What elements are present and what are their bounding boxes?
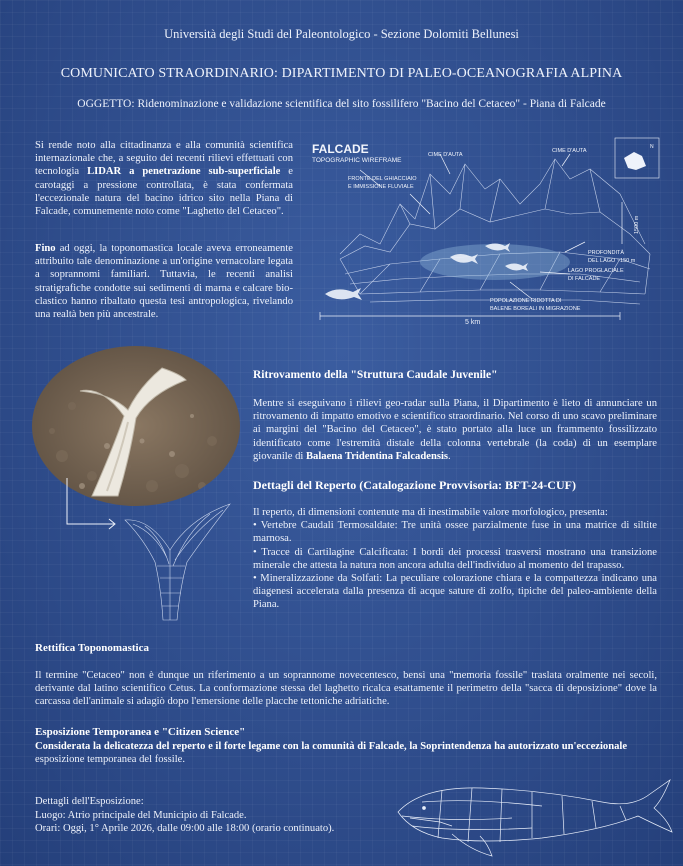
map-subtitle: TOPOGRAPHIC WIREFRAME [312,157,402,164]
map-height: 1500 m [634,215,640,234]
label-depth-2: DEL LAGO ~150 m [588,258,636,264]
list-item: • Mineralizzazione da Solfati: La peculiare colorazione chiara e la compattezza indicano una diagenesi accelerata dalla presenza di acque sature di zolfo, tipiche del paleo-ambiente della Piana. [253,573,657,611]
label-population-1: POPOLAZIONE RIDOTTA DI [490,298,562,304]
esposizione-paragraph [35,740,657,766]
rettifica-paragraph: Il termine "Cetaceo" non è dunque un riferimento a un soprannome novecentesco, bensì una "memoria fossile" traslata oralmente nei secoli, derivante dal latino scientifico Cetus. La conformazione stessa del laghetto ricalca esattamente il perimetro della "sacca di deposizione" dove la carcassa dell'animale si adagiò dopo l'emersione delle placche tettoniche adriatiche. [35,670,657,708]
rettifica-title: Rettifica Toponomastica [35,642,149,654]
details-heading: Dettagli dell'Esposizione: [35,796,144,807]
label-glacier-1: FRONTE DEL GHIACCIAIO [348,176,417,182]
label-glacier-2: E IMMISSIONE FLUVIALE [348,184,414,190]
label-peak-left: CIME D'AUTA [428,152,463,158]
dettagli-title: Dettagli del Reperto (Catalogazione Provvisoria: BFT-24-CUF) [253,478,576,492]
list-item: • Tracce di Cartilagine Calcificata: I bordi dei processi trasversi mostrano una transizione minerale che attesta la natura non ancora adulta dell'individuo al momento del trapasso. [253,546,657,571]
dettagli-block [253,506,657,612]
locator-map-icon [624,152,646,170]
whale-wireframe [392,772,674,862]
label-depth-1: PROFONDITÀ [588,250,625,256]
intro-text: ad oggi, la toponomastica locale aveva erroneamente attribuito tale denominazione a un'origine vernacolare legata a soprannomi familiari. Tuttavia, le recenti analisi stratigrafiche condotte sui sedimenti di marna e calcare bio-clastico hanno ribaltato questa tesi antropologica, rivelando una realtà ben più ancestrale. [35,243,293,321]
ritrovamento-title: Ritrovamento della "Struttura Caudale Juvenile" [253,369,498,381]
map-scale: 5 km [465,319,481,326]
subject-line [0,98,683,110]
ritrovamento-paragraph [253,397,657,463]
map-title: FALCADE [312,142,369,156]
intro-paragraph-1 [35,139,293,218]
intro-paragraph-2 [35,242,293,321]
north-label: N [650,144,654,150]
intro-text: Si rende noto alla cittadinanza e alla comunità scientifica internazionale che, a seguito dei recenti rilievi effettuati con tecnologia [35,140,293,178]
falcade-wireframe-map [300,134,660,330]
ritrovamento-text-end: . [448,450,451,462]
details-location: Luogo: Atrio principale del Municipio di Falcade. [35,809,247,821]
dettagli-intro: Il reperto, di dimensioni contenute ma di inestimabile valore morfologico, presenta: [253,507,608,518]
label-peak-right: CIME D'AUTA [552,148,587,154]
dettagli-list [253,519,657,611]
ritrovamento-text: Mentre si eseguivano i rilievi geo-radar sulla Piana, il Dipartimento è lieto di annunciare un ritrovamento di impatto emotivo e scientifico straordinario. Nel corso di uno scavo preliminare ai margini del "Bacino del Cetaceo", è stato portato alla luce un frammento fossilizzato identificato come l'estremità distale della colonna vertebrale (la coda) di un esemplare giovanile di [253,398,657,462]
list-item: • Vertebre Caudali Termosaldate: Tre unità ossee parzialmente fuse in una matrice di siltite marnosa. [253,520,657,545]
esposizione-title: Esposizione Temporanea e "Citizen Science" [35,726,246,738]
subject-label: OGGETTO: [77,98,135,110]
intro-text: e carotaggi a pressione controllata, è stata confermata l'eccezionale natura del bacino idrico sito nella Piana di Falcade, comunemente noto come "Laghetto del Cetaceo". [35,166,293,218]
species-name: Balaena Tridentina Falcadensis [305,450,449,462]
esposizione-line: esposizione temporanea del fossile. [35,754,186,766]
communique-title: COMUNICATO STRAORDINARIO: DIPARTIMENTO DI PALEO-OCEANOGRAFIA ALPINA [60,66,623,81]
intro-bold: Fino [35,243,56,254]
label-lake-1: LAGO PROGLACIALE [568,268,624,274]
label-lake-2: DI FALCADE [568,276,601,282]
esposizione-bold-line: Considerata la delicatezza del reperto e il forte legame con la comunità di Falcade, la Soprintendenza ha autorizzato un'eccezionale [35,741,628,752]
details-hours: Orari: Oggi, 1° Aprile 2026, dalle 09:00 alle 18:00 (orario continuato). [35,823,335,834]
tail-wireframe-diagram [55,478,255,638]
institution-title: Università degli Studi del Paleontologico - Sezione Dolomiti Bellunesi [164,27,519,41]
subject-text: Ridenominazione e validazione scientifica del sito fossilifero "Bacino del Cetaceo" - Piana di Falcade [137,98,606,110]
whale-eye-icon [423,807,426,810]
exhibition-details [35,795,334,836]
intro-bold: LIDAR a penetrazione sub-superficiale [87,166,281,178]
label-population-2: BALENE BOREALI IN MIGRAZIONE [490,306,581,312]
